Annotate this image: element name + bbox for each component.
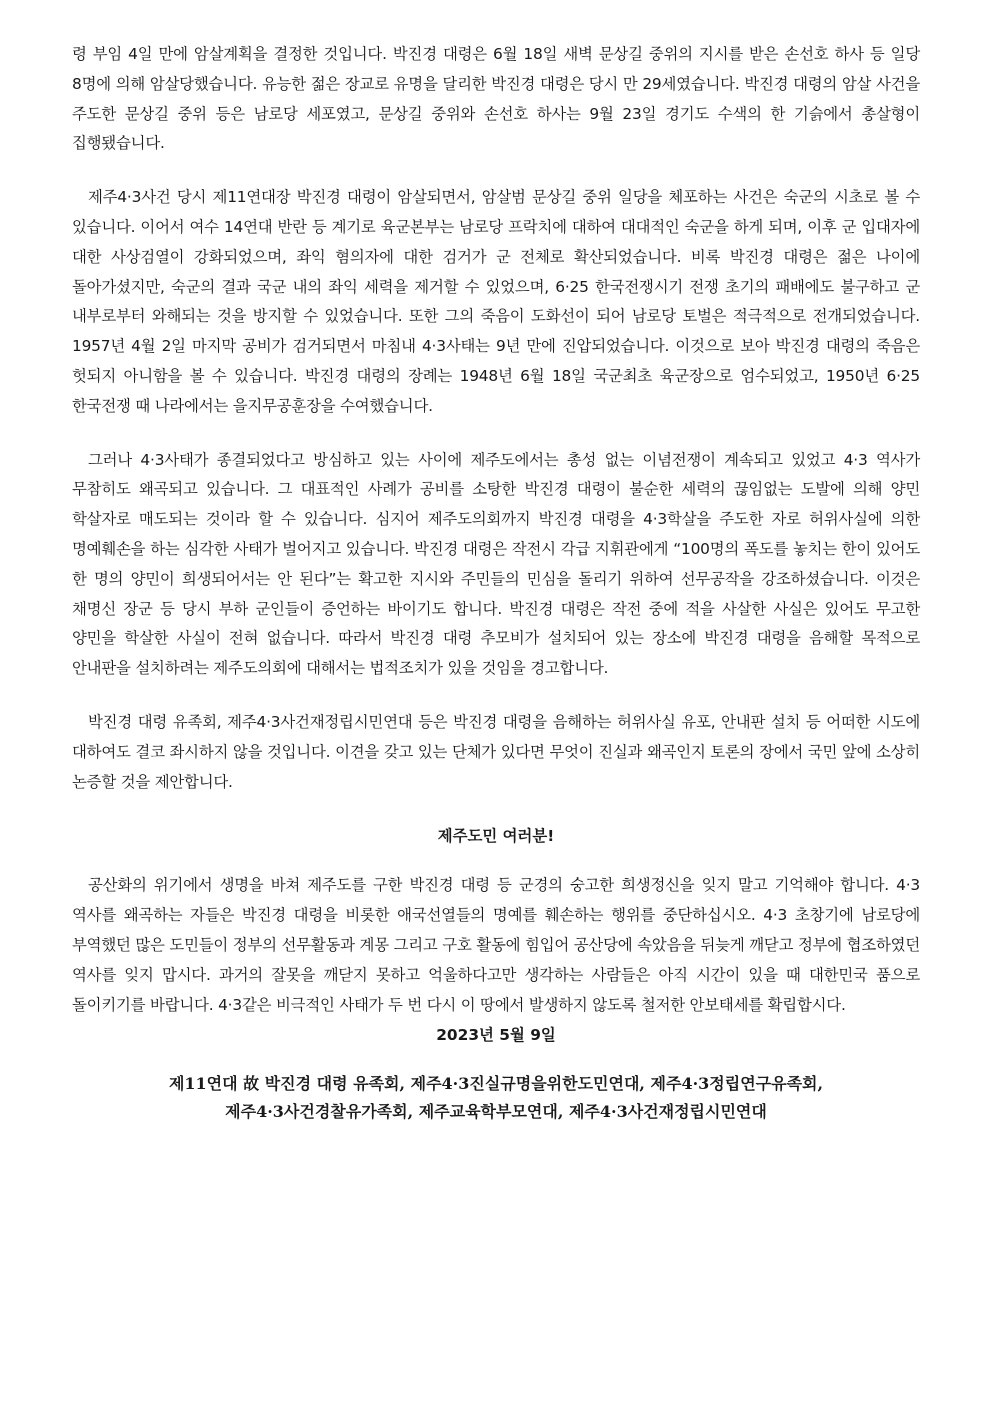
- spacer: [72, 797, 920, 821]
- spacer: [72, 159, 920, 183]
- paragraph-assassination: 령 부임 4일 만에 암살계획을 결정한 것입니다. 박진경 대령은 6월 18일 새벽 문상길 중위의 지시를 받은 손선호 하사 등 일당 8명에 의해 암살당했습니다. 유능한 젊은 장교로 유명을 달리한 박진경 대령은 당시 만 29세였습니다. 박진경 대령의 암살 사건을 주도한 문상길 중위 등은 남로당 세포였고, 문상길 중위와 손선호 하사는 9월 23일 경기도 수색의 한 기슭에서 총살형이 집행됐습니다.: [72, 45, 920, 153]
- paragraph-purge: 제주4·3사건 당시 제11연대장 박진경 대령이 암살되면서, 암살범 문상길 중위 일당을 체포하는 사건은 숙군의 시초로 볼 수 있습니다. 이어서 여수 14연대 반란 등 계기로 육군본부는 남로당 프락치에 대하여 대대적인 숙군을 하게 되며, 이후 군 입대자에 대한 사상검열이 강화되었으며, 좌익 혐의자에 대한 검거가 군 전체로 확산되었습니다. 비록 박진경 대령은 젊은 나이에 돌아가셨지만, 숙군의 결과 국군 내의 좌익 세력을 제거할 수 있었으며, 6·25 한국전쟁시기 전쟁 초기의 패배에도 불구하고 군 내부로부터 와해되는 것을 방지할 수 있었습니다. 또한 그의 죽음이 도화선이 되어 남로당 토벌은 적극적으로 전개되었습니다. 1957년 4월 2일 마지막 공비가 검거되면서 마침내 4·3사태는 9년 만에 진압되었습니다. 이것으로 보아 박진경 대령의 죽음은 헛되지 아니함을 볼 수 있습니다. 박진경 대령의 장례는 1948년 6월 18일 국군최초 육군장으로 엄수되었고, 1950년 6·25 한국전쟁 때 나라에서는 을지무공훈장을 수여했습니다.: [72, 188, 920, 415]
- paragraph-distortion: 그러나 4·3사태가 종결되었다고 방심하고 있는 사이에 제주도에서는 총성 없는 이념전쟁이 계속되고 있었고 4·3 역사가 무참히도 왜곡되고 있습니다. 그 대표적인 사례가 공비를 소탕한 박진경 대령이 불순한 세력의 끊임없는 도발에 의해 양민 학살자로 매도되는 것이라 할 수 있습니다. 심지어 제주도의회까지 박진경 대령을 4·3학살을 주도한 자로 허위사실에 의한 명예훼손을 하는 심각한 사태가 벌어지고 있습니다. 박진경 대령은 작전시 각급 지휘관에게 “100명의 폭도를 놓치는 한이 있어도 한 명의 양민이 희생되어서는 안 된다”는 확고한 지시와 주민들의 민심을 돌리기 위하여 선무공작을 강조하셨습니다. 이것은 채명신 장군 등 당시 부하 군인들이 증언하는 바이기도 합니다. 박진경 대령은 작전 중에 적을 사살한 사실은 있어도 무고한 양민을 학살한 사실이 전혀 없습니다. 따라서 박진경 대령 추모비가 설치되어 있는 장소에 박진경 대령을 음해할 목적으로 안내판을 설치하려는 제주도의회에 대해서는 법적조치가 있을 것임을 경고합니다.: [72, 450, 920, 678]
- paragraph-appeal: 공산화의 위기에서 생명을 바쳐 제주도를 구한 박진경 대령 등 군경의 숭고한 희생정신을 잊지 말고 기억해야 합니다. 4·3 역사를 왜곡하는 자들은 박진경 대령을 비롯한 애국선열들의 명예를 훼손하는 행위를 중단하십시오. 4·3 초창기에 남로당에 부역했던 많은 도민들이 정부의 선무활동과 계몽 그리고 구호 활동에 힘입어 공산당에 속았음을 뒤늦게 깨닫고 정부에 협조하였던 역사를 잊지 맙시다. 과거의 잘못을 깨닫지 못하고 억울하다고만 생각하는 사람들은 아직 시간이 있을 때 대한민국 품으로 돌이키기를 바랍니다. 4·3같은 비극적인 사태가 두 번 다시 이 땅에서 발생하지 않도록 철저한 안보태세를 확립합시다.: [72, 876, 920, 1014]
- spacer: [72, 422, 920, 446]
- paragraph-proposal: 박진경 대령 유족회, 제주4·3사건재정립시민연대 등은 박진경 대령을 음해하는 허위사실 유포, 안내판 설치 등 어떠한 시도에 대하여도 결코 좌시하지 않을 것입니다. 이견을 갖고 있는 단체가 있다면 무엇이 진실과 왜곡인지 토론의 장에서 국민 앞에 소상히 논증할 것을 제안합니다.: [72, 712, 920, 791]
- signatories-line-1: 제11연대 故 박진경 대령 유족회, 제주4·3진실규명을위한도민연대, 제주4·3정립연구유족회,: [168, 1074, 824, 1094]
- document-page: [72, 40, 920, 1126]
- document-date: 2023년 5월 9일: [436, 1026, 556, 1045]
- section-heading: 제주도민 여러분!: [437, 827, 555, 846]
- spacer: [72, 684, 920, 708]
- spacer: [72, 851, 920, 871]
- spacer: [72, 1050, 920, 1070]
- signatories-line-2: 제주4·3사건경찰유가족회, 제주교육학부모연대, 제주4·3사건재정립시민연대: [225, 1102, 767, 1122]
